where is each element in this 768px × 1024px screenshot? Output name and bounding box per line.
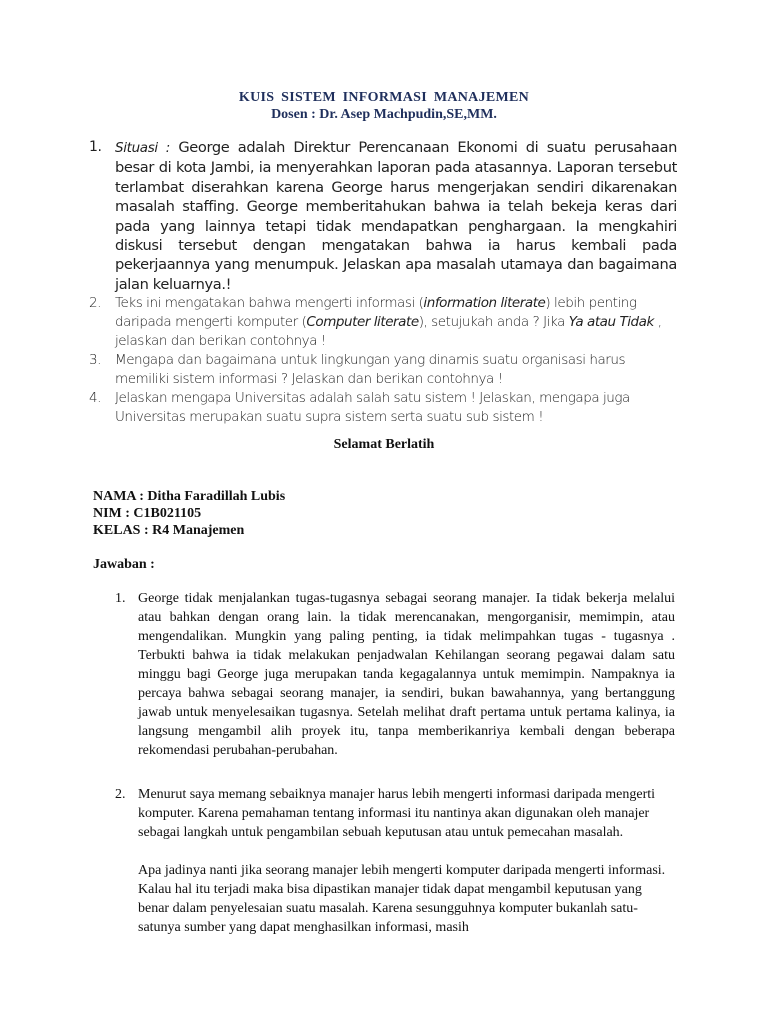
student-name: NAMA : Ditha Faradillah Lubis (93, 489, 286, 504)
answer-text: George tidak menjalankan tugas-tugasnya sebagai seorang manajer. Ia tidak bekerja melalui atau bahkan dengan orang lain. la tidak merencanakan, mengorganisir, memimpin, atau mengendalikan. Mungkin yang paling penting, ia tidak melimpahkan tugas - tugasnya . Terbukti bahwa ia tidak melakukan penjadwalan Kehilangan seorang pegawai dalam satu minggu bagi George juga merupakan tanda kegagalannya untuk memimpin. Nampaknya ia percaya bahwa sebagai seorang manajer, ia sendiri, bukan bawahannya, yang bertanggung jawab untuk menyelesaikan tugasnya. Setelah melihat draft pertama untuk pertama kalinya, ia langsung mengambil alih proyek itu, tanpa memberikanriya kembali dengan beberapa rekomendasi perubahan-perubahan. (138, 591, 675, 758)
question-text-italic: Ya atau Tidak (568, 314, 654, 331)
question-list (89, 138, 677, 427)
question-item (89, 138, 677, 294)
question-item (89, 389, 677, 427)
question-number: 3. (89, 352, 101, 369)
question-text: George adalah Direktur Perencanaan Ekonomi di suatu perusahaan besar di kota Jambi, ia menyerahkan laporan pada atasannya. Laporan tersebut terlambat diserahkan karena George harus mengerjakan sendiri dikarenakan masalah staffing. George memberitahukan bahwa ia telah bekeja keras dari pada yang lainnya tetapi tidak mendapatkan penghargaan. Ia mengkahiri diskusi tersebut dengan mengatakan bahwa ia harus kembali pada pekerjaannya yang menumpuk. Jelaskan apa masalah utamaya dan bagaimana jalan keluarnya.! (115, 139, 678, 293)
question-text-italic: Computer literate (306, 314, 419, 331)
question-number: 2. (89, 295, 101, 312)
question-text: Jelaskan mengapa Universitas adalah salah satu sistem ! Jelaskan, mengapa juga Universitas merupakan suatu supra sistem serta suatu sub sistem ! (115, 390, 630, 426)
question-text-part: , jelaskan dan berikan contohnya ! (115, 314, 662, 350)
question-text-part: Teks ini mengatakan bahwa mengerti informasi ( (115, 295, 424, 312)
lecturer-line: Dosen : Dr. Asep Machpudin,SE,MM. (271, 107, 497, 122)
answer-paragraph: Apa jadinya nanti jika seorang manajer lebih mengerti komputer daripada mengerti informasi. Kalau hal itu terjadi maka bisa dipastikan manajer tidak dapat mengambil keputusan yang benar dalam penyelesaian suatu masalah. Karena sesungguhnya komputer bukanlah satu-satunya sumber yang dapat menghasilkan informasi, masih (138, 863, 666, 935)
question-text-part: ), setujukah anda ? Jika (418, 314, 569, 331)
question-item (89, 351, 677, 389)
student-id: NIM : C1B021105 (93, 506, 202, 521)
answer-item (115, 785, 675, 937)
answers-heading: Jawaban : (93, 557, 155, 572)
question-text-part: ) lebih penting daripada mengerti komputer ( (115, 295, 637, 331)
student-class: KELAS : R4 Manajemen (93, 523, 245, 538)
question-number: 4. (89, 390, 101, 407)
answer-number: 1. (115, 591, 126, 606)
question-number: 1. (89, 139, 102, 155)
quiz-title: KUIS SISTEM INFORMASI MANAJEMEN (238, 90, 530, 105)
question-text-italic: information literate (423, 295, 546, 312)
answer-number: 2. (115, 787, 126, 802)
answer-list (115, 589, 675, 937)
answer-paragraph: Menurut saya memang sebaiknya manajer harus lebih mengerti informasi daripada mengerti komputer. Karena pemahaman tentang informasi itu nantinya akan digunakan oleh manajer sebagai langkah untuk pengambilan sebuah keputusan atau untuk pemecahan masalah. (138, 787, 656, 840)
closing-text: Selamat Berlatih (333, 437, 435, 452)
question-text: Mengapa dan bagaimana untuk lingkungan yang dinamis suatu organisasi harus memiliki sistem informasi ? Jelaskan dan berikan contohnya ! (115, 352, 626, 388)
question-item (89, 294, 677, 351)
question-lead: Situasi : (115, 140, 170, 156)
answer-item (115, 589, 675, 760)
